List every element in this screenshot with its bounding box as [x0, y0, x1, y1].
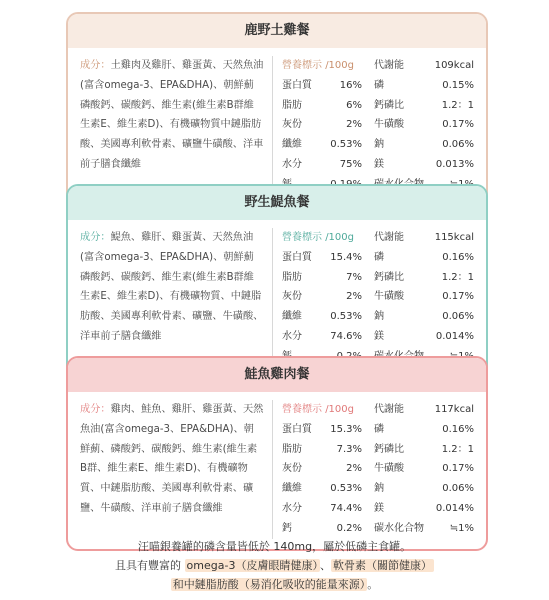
- nutrient-value: 0.014%: [435, 330, 474, 342]
- energy-label: 代謝能: [374, 60, 404, 71]
- nutrition-row: [374, 287, 474, 307]
- nutrient-label: 水分: [282, 502, 302, 514]
- nutrient-label: 脂肪: [282, 99, 302, 111]
- nutrient-value: 0.15%: [442, 79, 474, 91]
- ingredients-content: 土雞肉及雞肝、雞蛋黃、天然魚油(富含omega-3、EPA&DHA)、朝鮮薊磷酸鈣、碳酸鈣、維生素(維生素B群維生素E、維生素D)、有機礦物質中鏈脂肪酸、美國專利軟骨素、礦鹽牛磺酸、洋車前子膳食纖維: [80, 60, 264, 170]
- ingredients-label: 成分：: [80, 404, 111, 415]
- nutrient-value: 15.4%: [330, 251, 362, 263]
- ingredients-text: [68, 56, 273, 195]
- nutrient-label: 纖維: [282, 139, 302, 151]
- nutrient-value: 0.06%: [442, 483, 474, 495]
- nutrition-row: [282, 248, 362, 268]
- nutrient-label: 碳水化合物: [374, 522, 424, 534]
- nutrient-value: 0.17%: [442, 119, 474, 131]
- nutrition-row: [282, 499, 362, 519]
- nutrient-label: 磷: [374, 79, 384, 91]
- nutrient-label: 鈣磷比: [374, 271, 404, 283]
- nutrition-label: 營養標示 /100g: [282, 404, 354, 415]
- nutrient-value: 1.2：1: [441, 99, 474, 111]
- energy-value: 117kcal: [434, 404, 474, 415]
- nutrient-label: 牛磺酸: [374, 463, 404, 475]
- nutrition-row: [374, 519, 474, 539]
- nutrient-value: 2%: [346, 291, 362, 303]
- nutrient-value: 7%: [346, 271, 362, 283]
- nutrition-table: [273, 400, 486, 539]
- energy-label: 代謝能: [374, 404, 404, 415]
- nutrient-value: 0.16%: [442, 423, 474, 435]
- nutrition-row: [374, 268, 474, 288]
- nutrition-row: [282, 307, 362, 327]
- nutrient-label: 脂肪: [282, 443, 302, 455]
- nutrient-value: 74.6%: [330, 330, 362, 342]
- nutrient-value: 2%: [346, 463, 362, 475]
- nutrient-label: 鈣磷比: [374, 99, 404, 111]
- nutrient-label: 鈣磷比: [374, 443, 404, 455]
- nutrition-row: [374, 459, 474, 479]
- ingredients-content: 雞肉、鮭魚、雞肝、雞蛋黃、天然魚油(富含omega-3、EPA&DHA)、朝鮮薊、磷酸鈣、碳酸鈣、維生素(維生素B群、維生素E、維生素D)、有機礦物質、中鏈脂肪酸、美國專利軟骨素、礦鹽、牛磺酸、洋車前子膳食纖維: [80, 404, 264, 514]
- nutrient-value: 0.53%: [330, 139, 362, 151]
- nutrient-label: 水分: [282, 158, 302, 170]
- nutrition-table: [273, 228, 486, 367]
- nutrition-row: [282, 268, 362, 288]
- nutrient-label: 鈉: [374, 139, 384, 151]
- nutrition-label: 營養標示 /100g: [282, 232, 354, 243]
- nutrition-row: [282, 420, 362, 440]
- nutrient-value: 0.17%: [442, 463, 474, 475]
- nutrient-value: 2%: [346, 119, 362, 131]
- nutrient-value: 0.06%: [442, 311, 474, 323]
- food-card-salmon: [66, 356, 488, 551]
- nutrient-label: 牛磺酸: [374, 119, 404, 131]
- nutrition-row: [282, 96, 362, 116]
- nutrient-label: 磷: [374, 423, 384, 435]
- nutrition-row: [282, 479, 362, 499]
- nutrition-row: [282, 76, 362, 96]
- ingredients-label: 成分：: [80, 232, 111, 243]
- nutrient-label: 灰份: [282, 463, 302, 475]
- nutrient-value: 75%: [339, 158, 362, 170]
- nutrient-value: 0.17%: [442, 291, 474, 303]
- nutrient-label: 纖維: [282, 483, 302, 495]
- nutrient-label: 脂肪: [282, 271, 302, 283]
- nutrition-row: [374, 248, 474, 268]
- nutrient-label: 蛋白質: [282, 423, 312, 435]
- nutrient-label: 水分: [282, 330, 302, 342]
- nutrient-value: 16%: [339, 79, 362, 91]
- ingredients-label: 成分：: [80, 60, 111, 71]
- ingredients-content: 鯷魚、雞肝、雞蛋黃、天然魚油(富含omega-3、EPA&DHA)、朝鮮薊磷酸鈣、碳酸鈣、維生素(維生素B群維生素E、維生素D)、有機礦物質、中鏈脂肪酸、美國專利軟骨素、礦鹽、牛磺酸、洋車前子膳食纖維: [80, 232, 264, 342]
- nutrition-row: [282, 135, 362, 155]
- food-card-chicken: [66, 12, 488, 207]
- energy-value: 109kcal: [434, 60, 474, 71]
- nutrient-value: ≒1%: [449, 522, 474, 534]
- nutrition-row: [374, 420, 474, 440]
- food-card-anchovy: [66, 184, 488, 379]
- nutrient-label: 鎂: [374, 158, 384, 170]
- nutrient-value: 7.3%: [336, 443, 362, 455]
- nutrient-label: 鎂: [374, 330, 384, 342]
- nutrient-value: 74.4%: [330, 502, 362, 514]
- nutrition-label: 營養標示 /100g: [282, 60, 354, 71]
- nutrition-row: [282, 327, 362, 347]
- nutrient-value: 15.3%: [330, 423, 362, 435]
- nutrient-value: 0.013%: [435, 158, 474, 170]
- nutrient-label: 磷: [374, 251, 384, 263]
- footer-line-2: 且具有豐富的 omega-3（皮膚眼睛健康） 、 軟骨素（關節健康）: [115, 559, 432, 572]
- footer-note: [0, 537, 549, 594]
- nutrition-row: [374, 155, 474, 175]
- nutrient-label: 鈣: [282, 522, 292, 534]
- card-title: 鮭魚雞肉餐: [68, 358, 486, 392]
- nutrition-row: [282, 440, 362, 460]
- nutrient-value: 0.16%: [442, 251, 474, 263]
- nutrition-row: [282, 519, 362, 539]
- nutrient-value: 1.2：1: [441, 443, 474, 455]
- nutrition-row: [374, 135, 474, 155]
- nutrition-row: [374, 327, 474, 347]
- energy-label: 代謝能: [374, 232, 404, 243]
- nutrient-value: 1.2：1: [441, 271, 474, 283]
- nutrition-row: [282, 155, 362, 175]
- nutrition-row: [374, 96, 474, 116]
- nutrition-row: [374, 440, 474, 460]
- nutrient-label: 蛋白質: [282, 79, 312, 91]
- nutrition-row: [374, 479, 474, 499]
- card-title: 鹿野土雞餐: [68, 14, 486, 48]
- energy-value: 115kcal: [434, 232, 474, 243]
- nutrient-label: 鈉: [374, 483, 384, 495]
- nutrition-row: [374, 307, 474, 327]
- nutrient-label: 灰份: [282, 119, 302, 131]
- nutrient-value: 0.53%: [330, 483, 362, 495]
- nutrient-value: 6%: [346, 99, 362, 111]
- nutrient-value: 0.06%: [442, 139, 474, 151]
- nutrition-row: [282, 287, 362, 307]
- footer-line-1: 汪喵銀養罐的磷含量皆低於 140mg，屬於低磷主食罐。: [137, 540, 412, 553]
- nutrient-value: 0.014%: [435, 502, 474, 514]
- nutrient-label: 牛磺酸: [374, 291, 404, 303]
- nutrient-label: 鈉: [374, 311, 384, 323]
- ingredients-text: [68, 228, 273, 367]
- card-title: 野生鯷魚餐: [68, 186, 486, 220]
- ingredients-text: [68, 400, 273, 539]
- nutrient-value: 0.2%: [336, 522, 362, 534]
- nutrient-label: 纖維: [282, 311, 302, 323]
- nutrition-row: [374, 76, 474, 96]
- footer-line-3: 和中鏈脂肪酸（易消化吸收的能量來源） 。: [172, 578, 379, 591]
- nutrient-label: 鎂: [374, 502, 384, 514]
- nutrition-table: [273, 56, 486, 195]
- nutrient-label: 灰份: [282, 291, 302, 303]
- nutrition-row: [282, 459, 362, 479]
- nutrition-row: [374, 115, 474, 135]
- nutrition-row: [374, 499, 474, 519]
- nutrient-label: 蛋白質: [282, 251, 312, 263]
- nutrient-value: 0.53%: [330, 311, 362, 323]
- nutrition-row: [282, 115, 362, 135]
